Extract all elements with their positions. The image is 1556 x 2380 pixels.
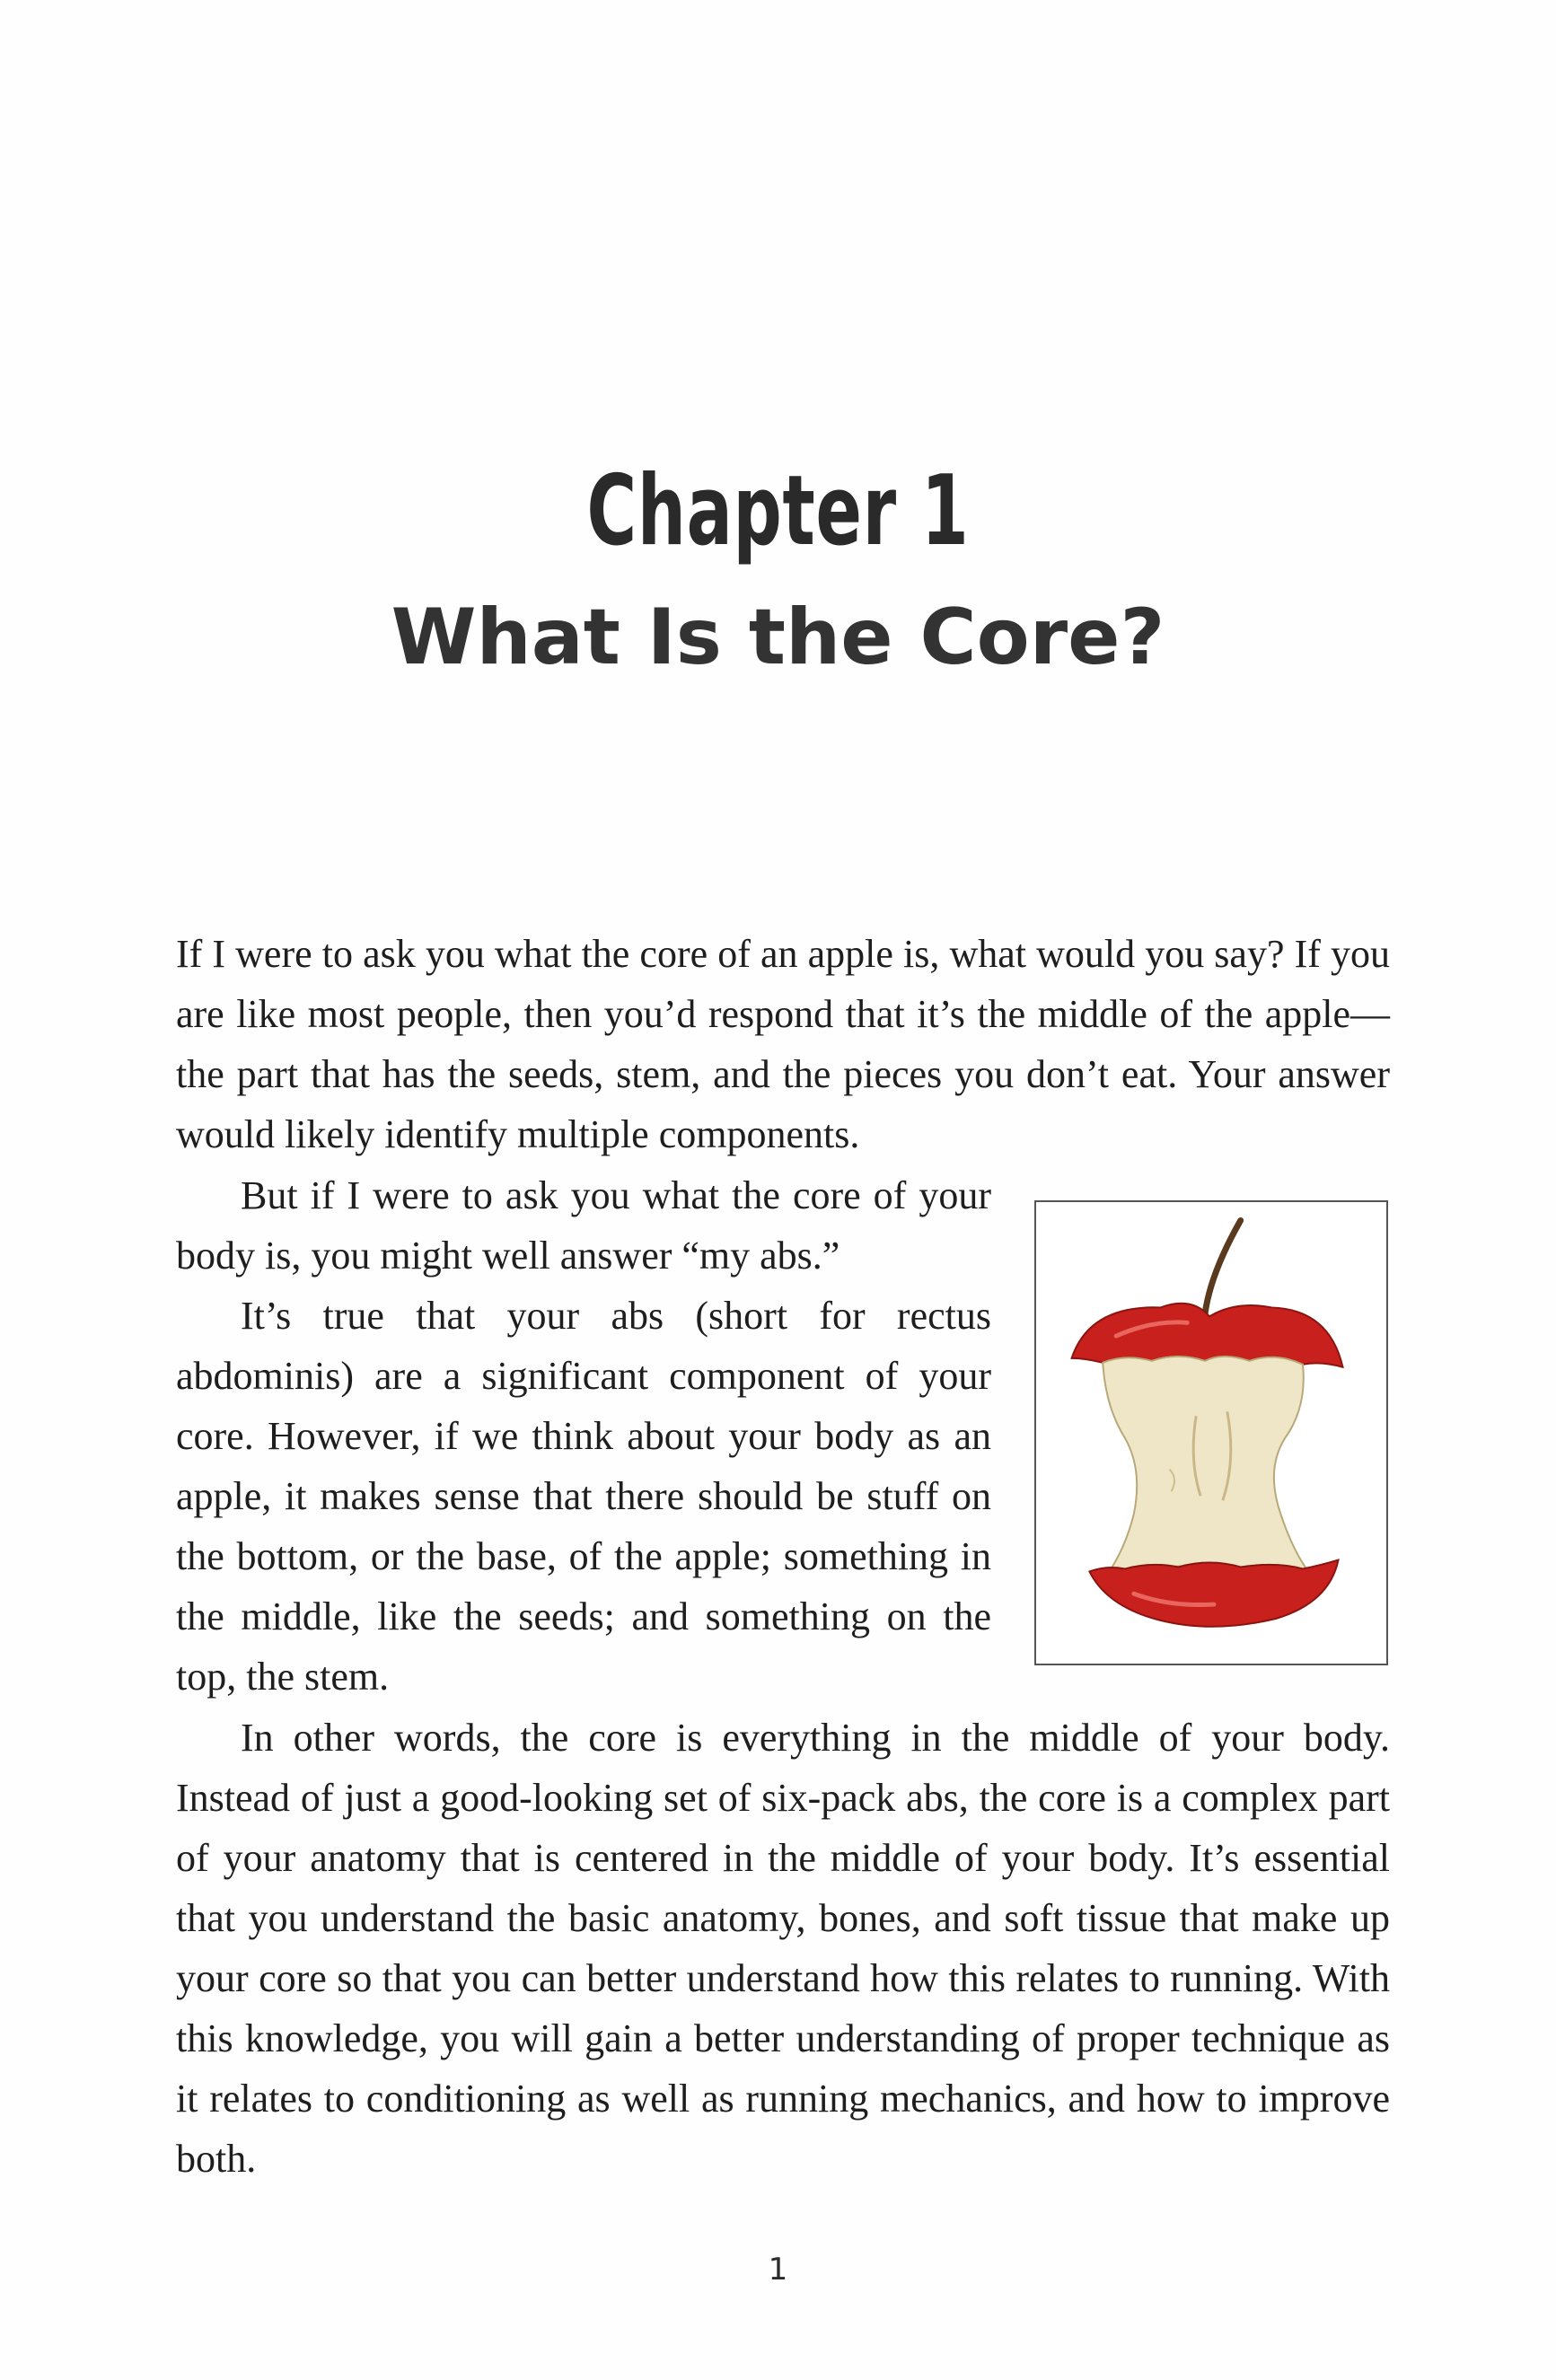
apple-top-skin [1072,1304,1343,1367]
apple-core-icon [1036,1202,1386,1664]
apple-core-figure [1034,1200,1388,1665]
apple-flesh [1103,1357,1312,1576]
body-paragraph-2: But if I were to ask you what the core of your body is, you might well answer “my abs.” [176,1173,991,1278]
body-paragraph-4: In other words, the core is everything in the middle of your body. Instead of just a good-looking set of six-pack abs, the core is a complex part of your anatomy that is centered in the middle of your body. It’s essential that you understand the basic anatomy, bones, and soft tissue that make up your core so that you can better understand how this relates to running. With this knowledge, you will gain a better understanding of proper technique as it relates to conditioning as well as running mechanics, and how to improve both. [176,1716,1390,2181]
page-number: 1 [768,2252,788,2288]
body-paragraph-1: If I were to ask you what the core of an apple is, what would you say? If you are like most people, then you’d respond that it’s the middle of the apple—the part that has the seeds, stem, and the pieces you don’t eat. Your answer would likely identify multiple components. [176,932,1390,1156]
chapter-title: What Is the Core? [391,593,1165,682]
apple-bottom-skin [1089,1560,1338,1627]
body-paragraph-3: It’s true that your abs (short for rectus abdominis) are a significant component of your core. However, if we think about your body as an apple, it makes sense that there should be stuff on the bottom, or the base, of the apple; something in the middle, like the seeds; and something on the top, the stem. [176,1294,991,1699]
chapter-number: Chapter 1 [586,455,970,567]
apple-stem [1205,1220,1241,1313]
